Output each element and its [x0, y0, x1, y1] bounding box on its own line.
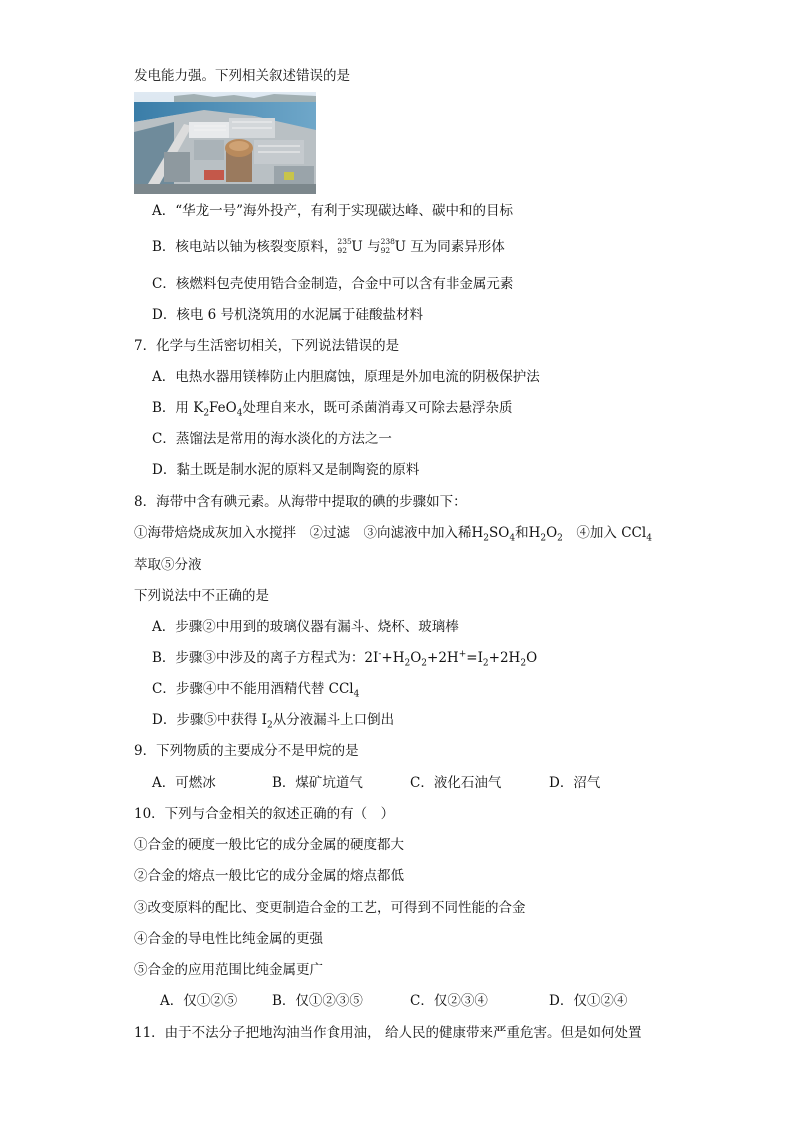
- q7-option-a: A．电热水器用镁棒防止内胆腐蚀，原理是外加电流的阴极保护法: [152, 369, 540, 385]
- q10-item-3: ③改变原料的配比、变更制造合金的工艺，可得到不同性能的合金: [134, 900, 526, 916]
- q10-item-1: ①合金的硬度一般比它的成分金属的硬度都大: [134, 837, 404, 853]
- q9-option-b: B．煤矿坑道气: [272, 775, 363, 791]
- q8-option-d: D．步骤⑤中获得 $I_2$从分液漏斗上口倒出: [152, 712, 395, 731]
- q7-stem: 7．化学与生活密切相关，下列说法错误的是: [134, 338, 400, 354]
- q7-option-b: B．用 $K_2FeO_4$处理自来水，既可杀菌消毒又可除去悬浮杂质: [152, 400, 513, 419]
- q8-option-a: A．步骤②中用到的玻璃仪器有漏斗、烧杯、玻璃棒: [152, 619, 459, 635]
- q6-option-a: A．“华龙一号”海外投产，有利于实现碳达峰、碳中和的目标: [152, 203, 514, 219]
- isotope-235-u: 235 92: [337, 237, 352, 255]
- q6-option-b: B．核电站以铀为核裂变原料， 235 92 U 与 238 92 U 互为同素异形体: [152, 237, 505, 255]
- q6-option-d: D．核电 6 号机浇筑用的水泥属于硅酸盐材料: [152, 307, 423, 323]
- q9-option-d: D．沼气: [549, 775, 601, 791]
- q8-steps-line-1: ①海带焙烧成灰加入水搅拌 ②过滤 ③向滤液中加入稀$H_2SO_4$和$H_2O_2$ ④加入 CCl$_4$: [134, 525, 652, 544]
- q10-options: [0, 991, 794, 1011]
- q11-stem: 11．由于不法分子把地沟油当作食用油， 给人民的健康带来严重危害。但是如何处置: [134, 1025, 642, 1041]
- q9-options: [0, 773, 794, 793]
- isotope-238-u: 238 92: [380, 237, 395, 255]
- q8-option-b: B．步骤③中涉及的离子方程式为：$2I^-+H_2O_2+2H^+=I_2+2H_2O$: [152, 649, 538, 669]
- q10-item-5: ⑤合金的应用范围比纯金属更广: [134, 962, 323, 978]
- q10-item-2: ②合金的熔点一般比它的成分金属的熔点都低: [134, 868, 404, 884]
- q10-option-a: A．仅①②⑤: [160, 993, 238, 1009]
- q9-option-c: C．液化石油气: [410, 775, 502, 791]
- q10-option-d: D．仅①②④: [549, 993, 628, 1009]
- q8-stem: 8．海带中含有碘元素。从海带中提取的碘的步骤如下：: [134, 494, 467, 510]
- q7-option-d: D．黏土既是制水泥的原料又是制陶瓷的原料: [152, 462, 420, 478]
- q10-item-4: ④合金的导电性比纯金属的更强: [134, 931, 323, 947]
- q8-steps-line-2: 萃取⑤分液: [134, 557, 202, 573]
- q6-stem-tail: 发电能力强。下列相关叙述错误的是: [134, 68, 350, 84]
- q9-stem: 9．下列物质的主要成分不是甲烷的是: [134, 743, 359, 759]
- q6-option-c: C．核燃料包壳使用锆合金制造，合金中可以含有非金属元素: [152, 276, 514, 292]
- q8-option-c: C．步骤④中不能用酒精代替 CCl$_4$: [152, 681, 360, 700]
- q9-option-a: A．可燃冰: [152, 775, 216, 791]
- nuclear-plant-photo: [134, 92, 316, 194]
- q10-option-b: B．仅①②③⑤: [272, 993, 363, 1009]
- q8-lead: 下列说法中不正确的是: [134, 588, 269, 604]
- q10-option-c: C．仅②③④: [410, 993, 488, 1009]
- q10-stem: 10．下列与合金相关的叙述正确的有（ ）: [134, 806, 395, 822]
- q7-option-c: C．蒸馏法是常用的海水淡化的方法之一: [152, 431, 392, 447]
